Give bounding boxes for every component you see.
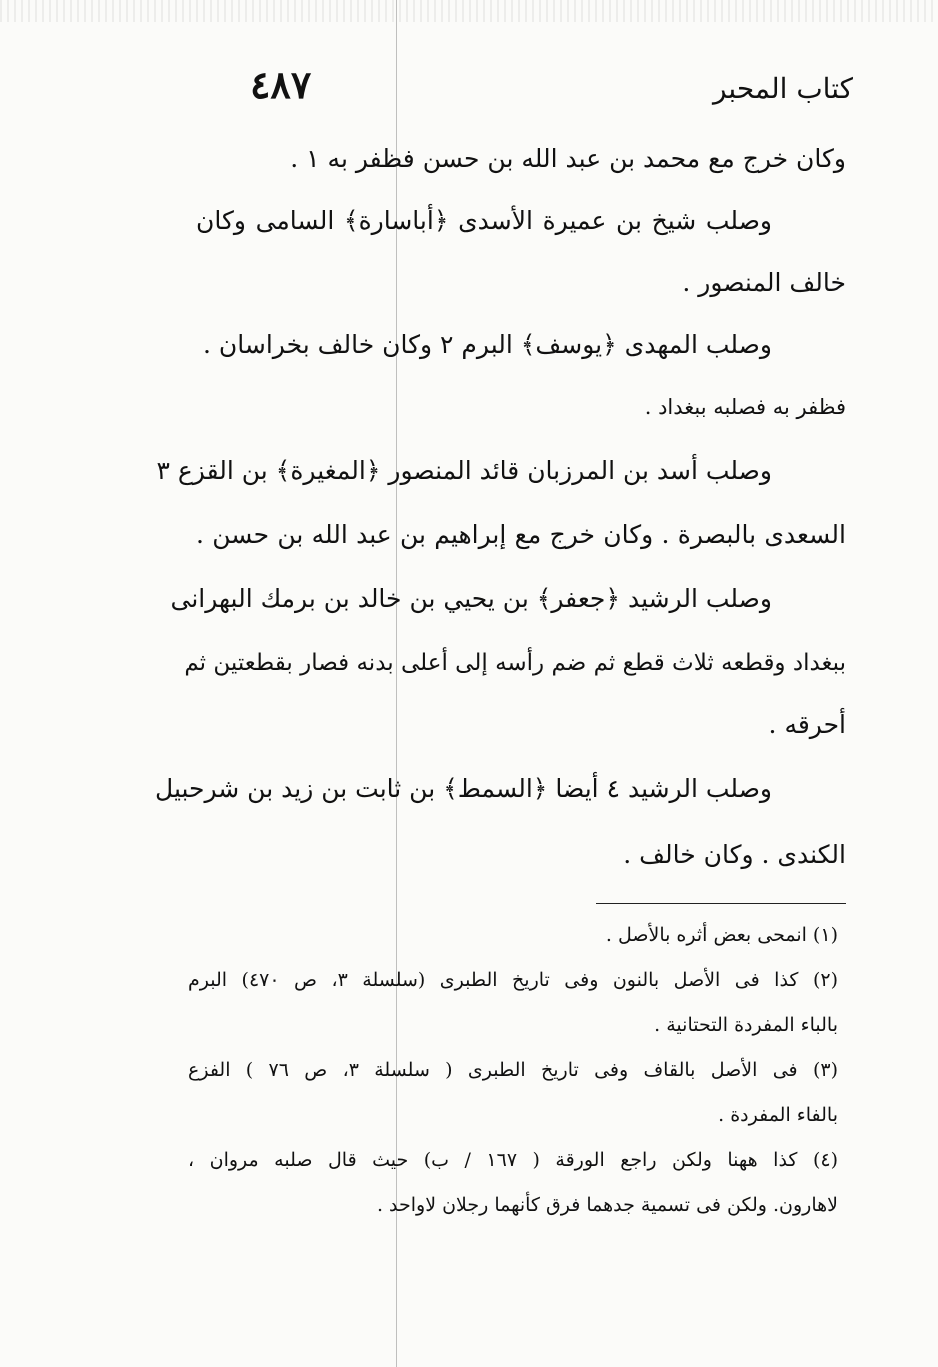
text-line: فظفر به فصلبه ببغداد . bbox=[644, 395, 846, 419]
footnote-line: (٤) كذا ههنا ولكن راجع الورقة ( ١٦٧ / ب) حيث قال صلبه مروان ، bbox=[188, 1149, 838, 1171]
footnotes bbox=[188, 913, 838, 1228]
page-number: ٤٨٧ bbox=[250, 62, 312, 107]
text-line: ببغداد وقطعه ثلاث قطع ثم ضم رأسه إلى أعلى بدنه فصار بقطعتين ثم bbox=[184, 650, 846, 676]
text-line: وصلب المهدى ﴿يوسف﴾ البرم ٢ وكان خالف بخراسان . bbox=[203, 330, 772, 359]
text-line: وصلب أسد بن المرزبان قائد المنصور ﴿المغيرة﴾ بن القزع ٣ bbox=[156, 456, 772, 485]
page-header bbox=[0, 60, 938, 110]
text-line: أحرقه . bbox=[768, 710, 846, 739]
text-line: السعدى بالبصرة . وكان خرج مع إبراهيم بن عبد الله بن حسن . bbox=[196, 520, 846, 549]
footnote-separator bbox=[596, 903, 846, 904]
footnote-line: (٢) كذا فى الأصل بالنون وفى تاريخ الطبرى (سلسلة ٣، ص ٤٧٠) البرم bbox=[188, 969, 838, 991]
text-line: وكان خرج مع محمد بن عبد الله بن حسن فظفر به ١ . bbox=[290, 144, 846, 173]
footnote-line: (١) انمحى بعض أثره بالأصل . bbox=[605, 924, 838, 946]
text-line: وصلب شيخ بن عميرة الأسدى ﴿أباسارة﴾ السامى وكان bbox=[196, 206, 772, 235]
text-line: الكندى . وكان خالف . bbox=[623, 840, 846, 869]
scan-noise bbox=[0, 0, 938, 22]
footnote-line: بالباء المفردة التحتانية . bbox=[654, 1014, 838, 1036]
text-line: وصلب الرشيد ﴿جعفر﴾ بن يحيي بن خالد بن برمك البهرانى bbox=[170, 584, 772, 613]
running-title: كتاب المحبر bbox=[712, 72, 853, 105]
text-line: خالف المنصور . bbox=[682, 268, 846, 297]
footnote-line: لاهارون. ولكن فى تسمية جدهما فرق كأنهما رجلان لاواحد . bbox=[376, 1194, 838, 1216]
text-line: وصلب الرشيد ٤ أيضا ﴿السمط﴾ بن ثابت بن زيد بن شرحبيل bbox=[155, 774, 772, 803]
main-text bbox=[155, 128, 846, 888]
footnote-line: (٣) فى الأصل بالقاف وفى تاريخ الطبرى ( سلسلة ٣، ص ٧٦ ) الفزع bbox=[188, 1059, 838, 1081]
footnote-line: بالفاء المفردة . bbox=[718, 1104, 838, 1126]
